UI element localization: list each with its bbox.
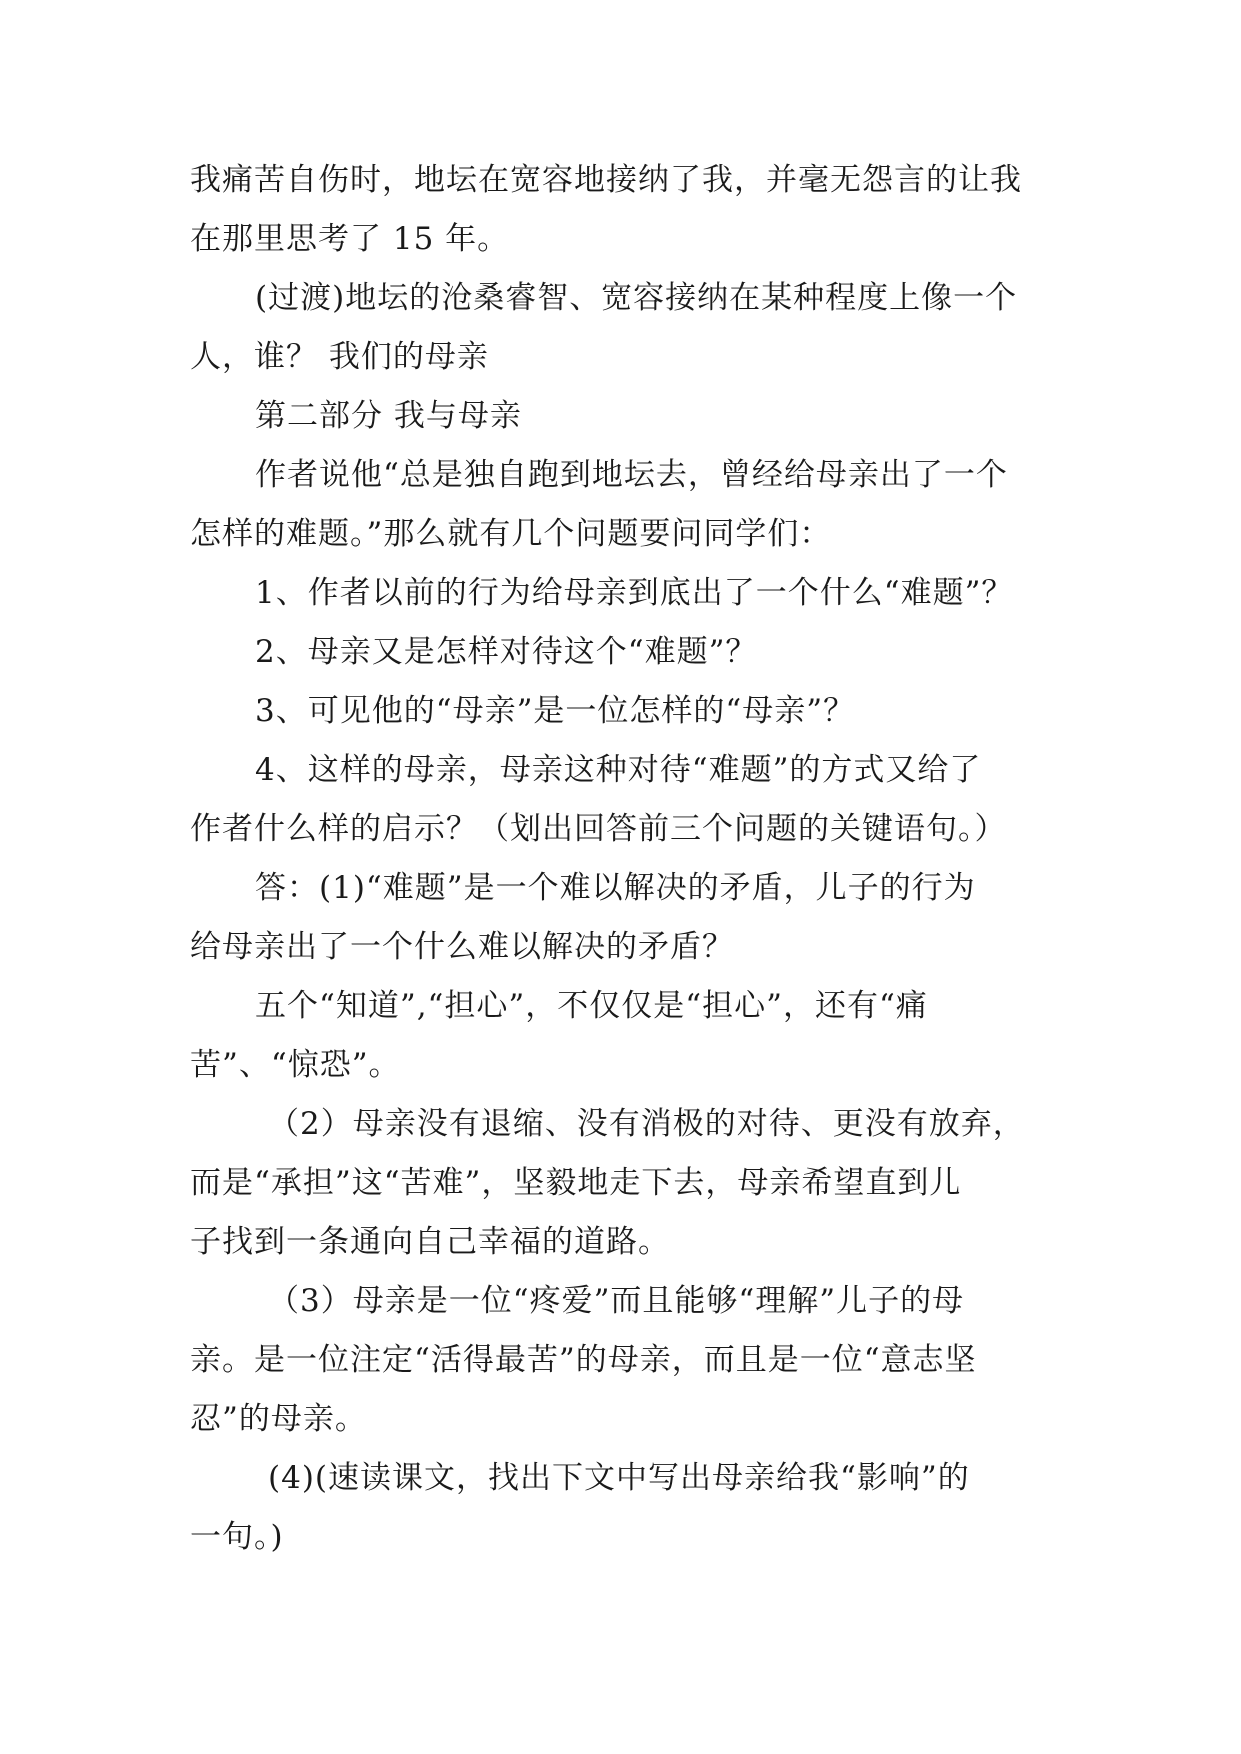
text-line-24: 一句。) bbox=[190, 1519, 284, 1555]
answer-3: （3）母亲是一位“疼爱”而且能够“理解”儿子的母 bbox=[268, 1283, 965, 1319]
text-line-19: 子找到一条通向自己幸福的道路。 bbox=[190, 1224, 670, 1260]
text-line-3: (过渡)地坛的沧桑睿智、宽容接纳在某种程度上像一个 bbox=[255, 280, 1018, 316]
text-line-4: 人，谁？ 我们的母亲 bbox=[190, 339, 489, 375]
text-line-6: 作者说他“总是独自跑到地坛去，曾经给母亲出了一个 bbox=[255, 457, 1008, 493]
text-line-7: 怎样的难题。”那么就有几个问题要问同学们： bbox=[190, 516, 832, 552]
text-line-14: 给母亲出了一个什么难以解决的矛盾？ bbox=[190, 929, 734, 965]
text-line-15: 五个“知道”,“担心”，不仅仅是“担心”，还有“痛 bbox=[255, 988, 928, 1024]
text-line-12: 作者什么样的启示？（划出回答前三个问题的关键语句。） bbox=[190, 811, 1007, 847]
question-4: 4、这样的母亲，母亲这种对待“难题”的方式又给了 bbox=[255, 752, 982, 788]
text-line-16: 苦”、“惊恐”。 bbox=[190, 1047, 401, 1083]
answer-2: （2）母亲没有退缩、没有消极的对待、更没有放弃， bbox=[268, 1106, 1025, 1142]
answer-1: 答：(1)“难题”是一个难以解决的矛盾，儿子的行为 bbox=[255, 870, 976, 906]
section-heading: 第二部分 我与母亲 bbox=[255, 398, 522, 434]
text-line-2: 在那里思考了 15 年。 bbox=[190, 221, 510, 257]
question-1: 1、作者以前的行为给母亲到底出了一个什么“难题”？ bbox=[255, 575, 1014, 611]
question-3: 3、可见他的“母亲”是一位怎样的“母亲”？ bbox=[255, 693, 856, 729]
text-line-22: 忍”的母亲。 bbox=[190, 1401, 367, 1437]
answer-4: (4)(速读课文，找出下文中写出母亲给我“影响”的 bbox=[268, 1460, 970, 1496]
text-line-21: 亲。是一位注定“活得最苦”的母亲，而且是一位“意志坚 bbox=[190, 1342, 977, 1378]
question-2: 2、母亲又是怎样对待这个“难题”？ bbox=[255, 634, 758, 670]
text-line-18: 而是“承担”这“苦难”，坚毅地走下去，母亲希望直到儿 bbox=[190, 1165, 962, 1201]
text-line-1: 我痛苦自伤时，地坛在宽容地接纳了我，并毫无怨言的让我 bbox=[190, 162, 1022, 198]
